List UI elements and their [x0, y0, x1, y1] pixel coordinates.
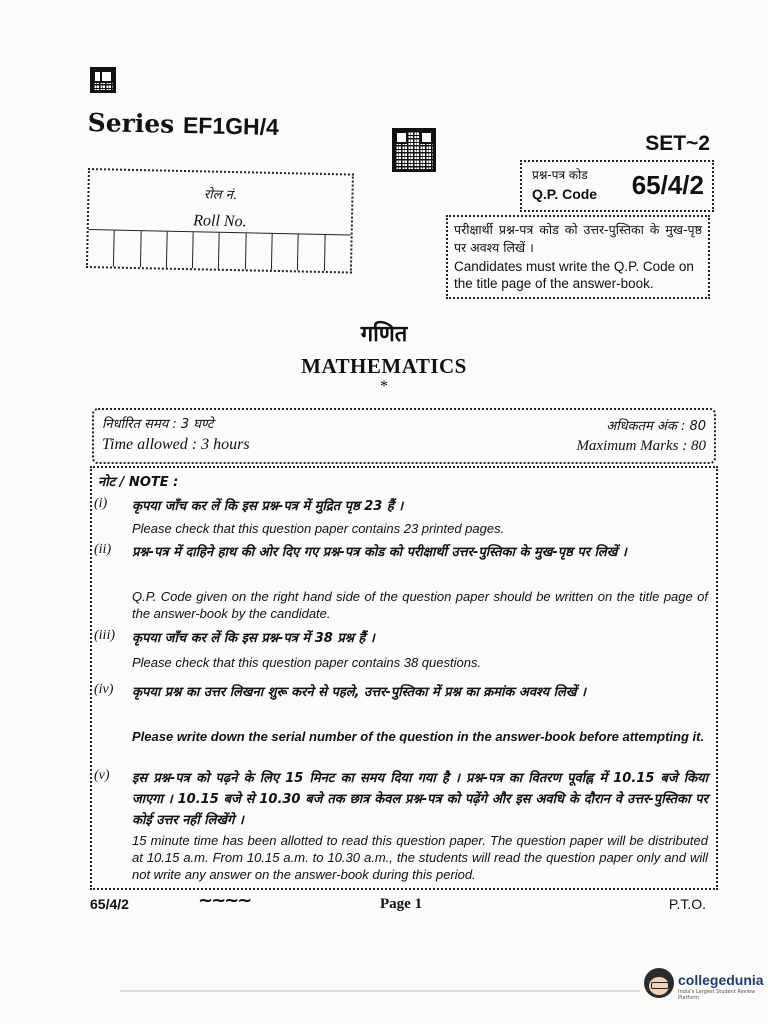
qr-code-small — [90, 67, 116, 93]
qp-instruction-english: Candidates must write the Q.P. Code on the title page of the answer-book. — [454, 259, 694, 291]
note-item-hindi: इस प्रश्न-पत्र को पढ़ने के लिए 15 मिनट का समय दिया गया है । प्रश्न-पत्र का वितरण पूर्वाह्न में 10.15 बजे किया जाएगा । 10.15 बजे से 10.30 बजे तक छात्र केवल प्रश्न-पत्र को पढ़ेंगे और इस अवधि के दौरान वे उत्तर-पुस्तिका पर कोई उत्तर नहीं लिखेंगे । — [132, 771, 708, 828]
note-item-number: (iii) — [94, 628, 115, 643]
roll-number-box — [86, 168, 354, 274]
series-code: EF1GH/4 — [182, 111, 280, 140]
qp-instruction-hindi: परीक्षार्थी प्रश्न-पत्र कोड को उत्तर-पुस्तिका के मुख-पृष्ठ पर अवश्य लिखें । — [454, 222, 702, 255]
note-item-english: 15 minute time has been allotted to read this question paper. The question paper will be distributed at 10.15 a.m. From 10.15 a.m. to 10.30 a.m., the students will read the question paper only and will not write any answer on the answer-book during this period. — [132, 833, 708, 882]
maximum-marks: Maximum Marks : 80 — [576, 438, 706, 454]
set-label: SET~2 — [645, 132, 710, 155]
note-item-number: (i) — [94, 496, 108, 511]
footer-squiggle: ~~~~ — [198, 890, 251, 911]
note-item-number: (v) — [94, 768, 110, 783]
watermark-logo — [638, 966, 768, 1006]
roll-number-grid — [88, 229, 351, 271]
note-item-hindi: कृपया जाँच कर लें कि इस प्रश्न-पत्र में मुद्रित पृष्ठ 23 हैं । — [132, 499, 404, 514]
roll-label: Roll No. — [193, 212, 247, 231]
roll-digit-cell — [114, 231, 141, 268]
watermark-name: collegedunia — [678, 972, 764, 988]
note-item-hindi: प्रश्न-पत्र में दाहिने हाथ की ओर दिए गए प्रश्न-पत्र कोड को परीक्षार्थी उत्तर-पुस्तिका के मुख-पृष्ठ पर लिखें । — [132, 545, 627, 560]
note-item-number: (ii) — [94, 542, 112, 557]
page-number: Page 1 — [380, 896, 423, 912]
note-item-hindi: कृपया जाँच कर लें कि इस प्रश्न-पत्र में 38 प्रश्न हैं । — [132, 631, 375, 646]
qr-code — [392, 128, 436, 172]
roll-digit-cell — [141, 231, 168, 268]
roll-digit-cell — [167, 232, 194, 269]
note-item-english: Please check that this question paper contains 23 printed pages. — [132, 521, 505, 536]
roll-label-hindi: रोल नं. — [203, 187, 238, 204]
note-item-english: Please check that this question paper contains 38 questions. — [132, 655, 482, 670]
time-allowed-hindi: निर्धारित समय : 3 घण्टे — [102, 417, 214, 432]
qp-code-box — [520, 160, 714, 212]
roll-digit-cell — [193, 232, 220, 269]
time-allowed: Time allowed : 3 hours — [102, 436, 250, 453]
roll-digit-cell — [88, 230, 115, 267]
time-marks-box — [92, 408, 716, 464]
watermark-tagline: India's Largest Student Review Platform — [678, 989, 756, 1001]
roll-digit-cell — [272, 234, 299, 271]
roll-digit-cell — [325, 235, 351, 272]
note-box — [90, 466, 718, 890]
roll-digit-cell — [246, 233, 273, 270]
note-item-hindi: कृपया प्रश्न का उत्तर लिखना शुरू करने से पहले, उत्तर-पुस्तिका में प्रश्न का क्रमांक अवश्य लिखें । — [132, 685, 586, 700]
qp-code-label-hindi: प्रश्न-पत्र कोड — [532, 168, 588, 182]
roll-digit-cell — [219, 233, 246, 270]
pto-label: P.T.O. — [668, 896, 706, 912]
subject-mark: * — [380, 378, 388, 395]
series-label — [87, 108, 279, 141]
note-item-english: Please write down the serial number of the question in the answer-book before attempting it. — [132, 729, 705, 744]
subject-title: MATHEMATICS — [301, 354, 467, 378]
note-item-number: (iv) — [94, 682, 114, 697]
note-title: नोट / NOTE : — [98, 475, 179, 490]
subject-title-hindi: गणित — [360, 322, 408, 347]
mascot-icon — [644, 968, 674, 998]
footer-divider — [120, 990, 640, 992]
qp-code-label: Q.P. Code — [532, 186, 598, 202]
note-item-english: Q.P. Code given on the right hand side of the question paper should be written on the title page of the answer-book by the candidate. — [132, 589, 708, 621]
series-word: Series — [87, 108, 175, 139]
maximum-marks-hindi: अधिकतम अंक : 80 — [606, 419, 706, 434]
qp-code-instruction-box — [446, 215, 710, 299]
qp-code-value: 65/4/2 — [631, 170, 704, 200]
footer-qp-code: 65/4/2 — [90, 896, 129, 912]
roll-digit-cell — [298, 234, 325, 271]
